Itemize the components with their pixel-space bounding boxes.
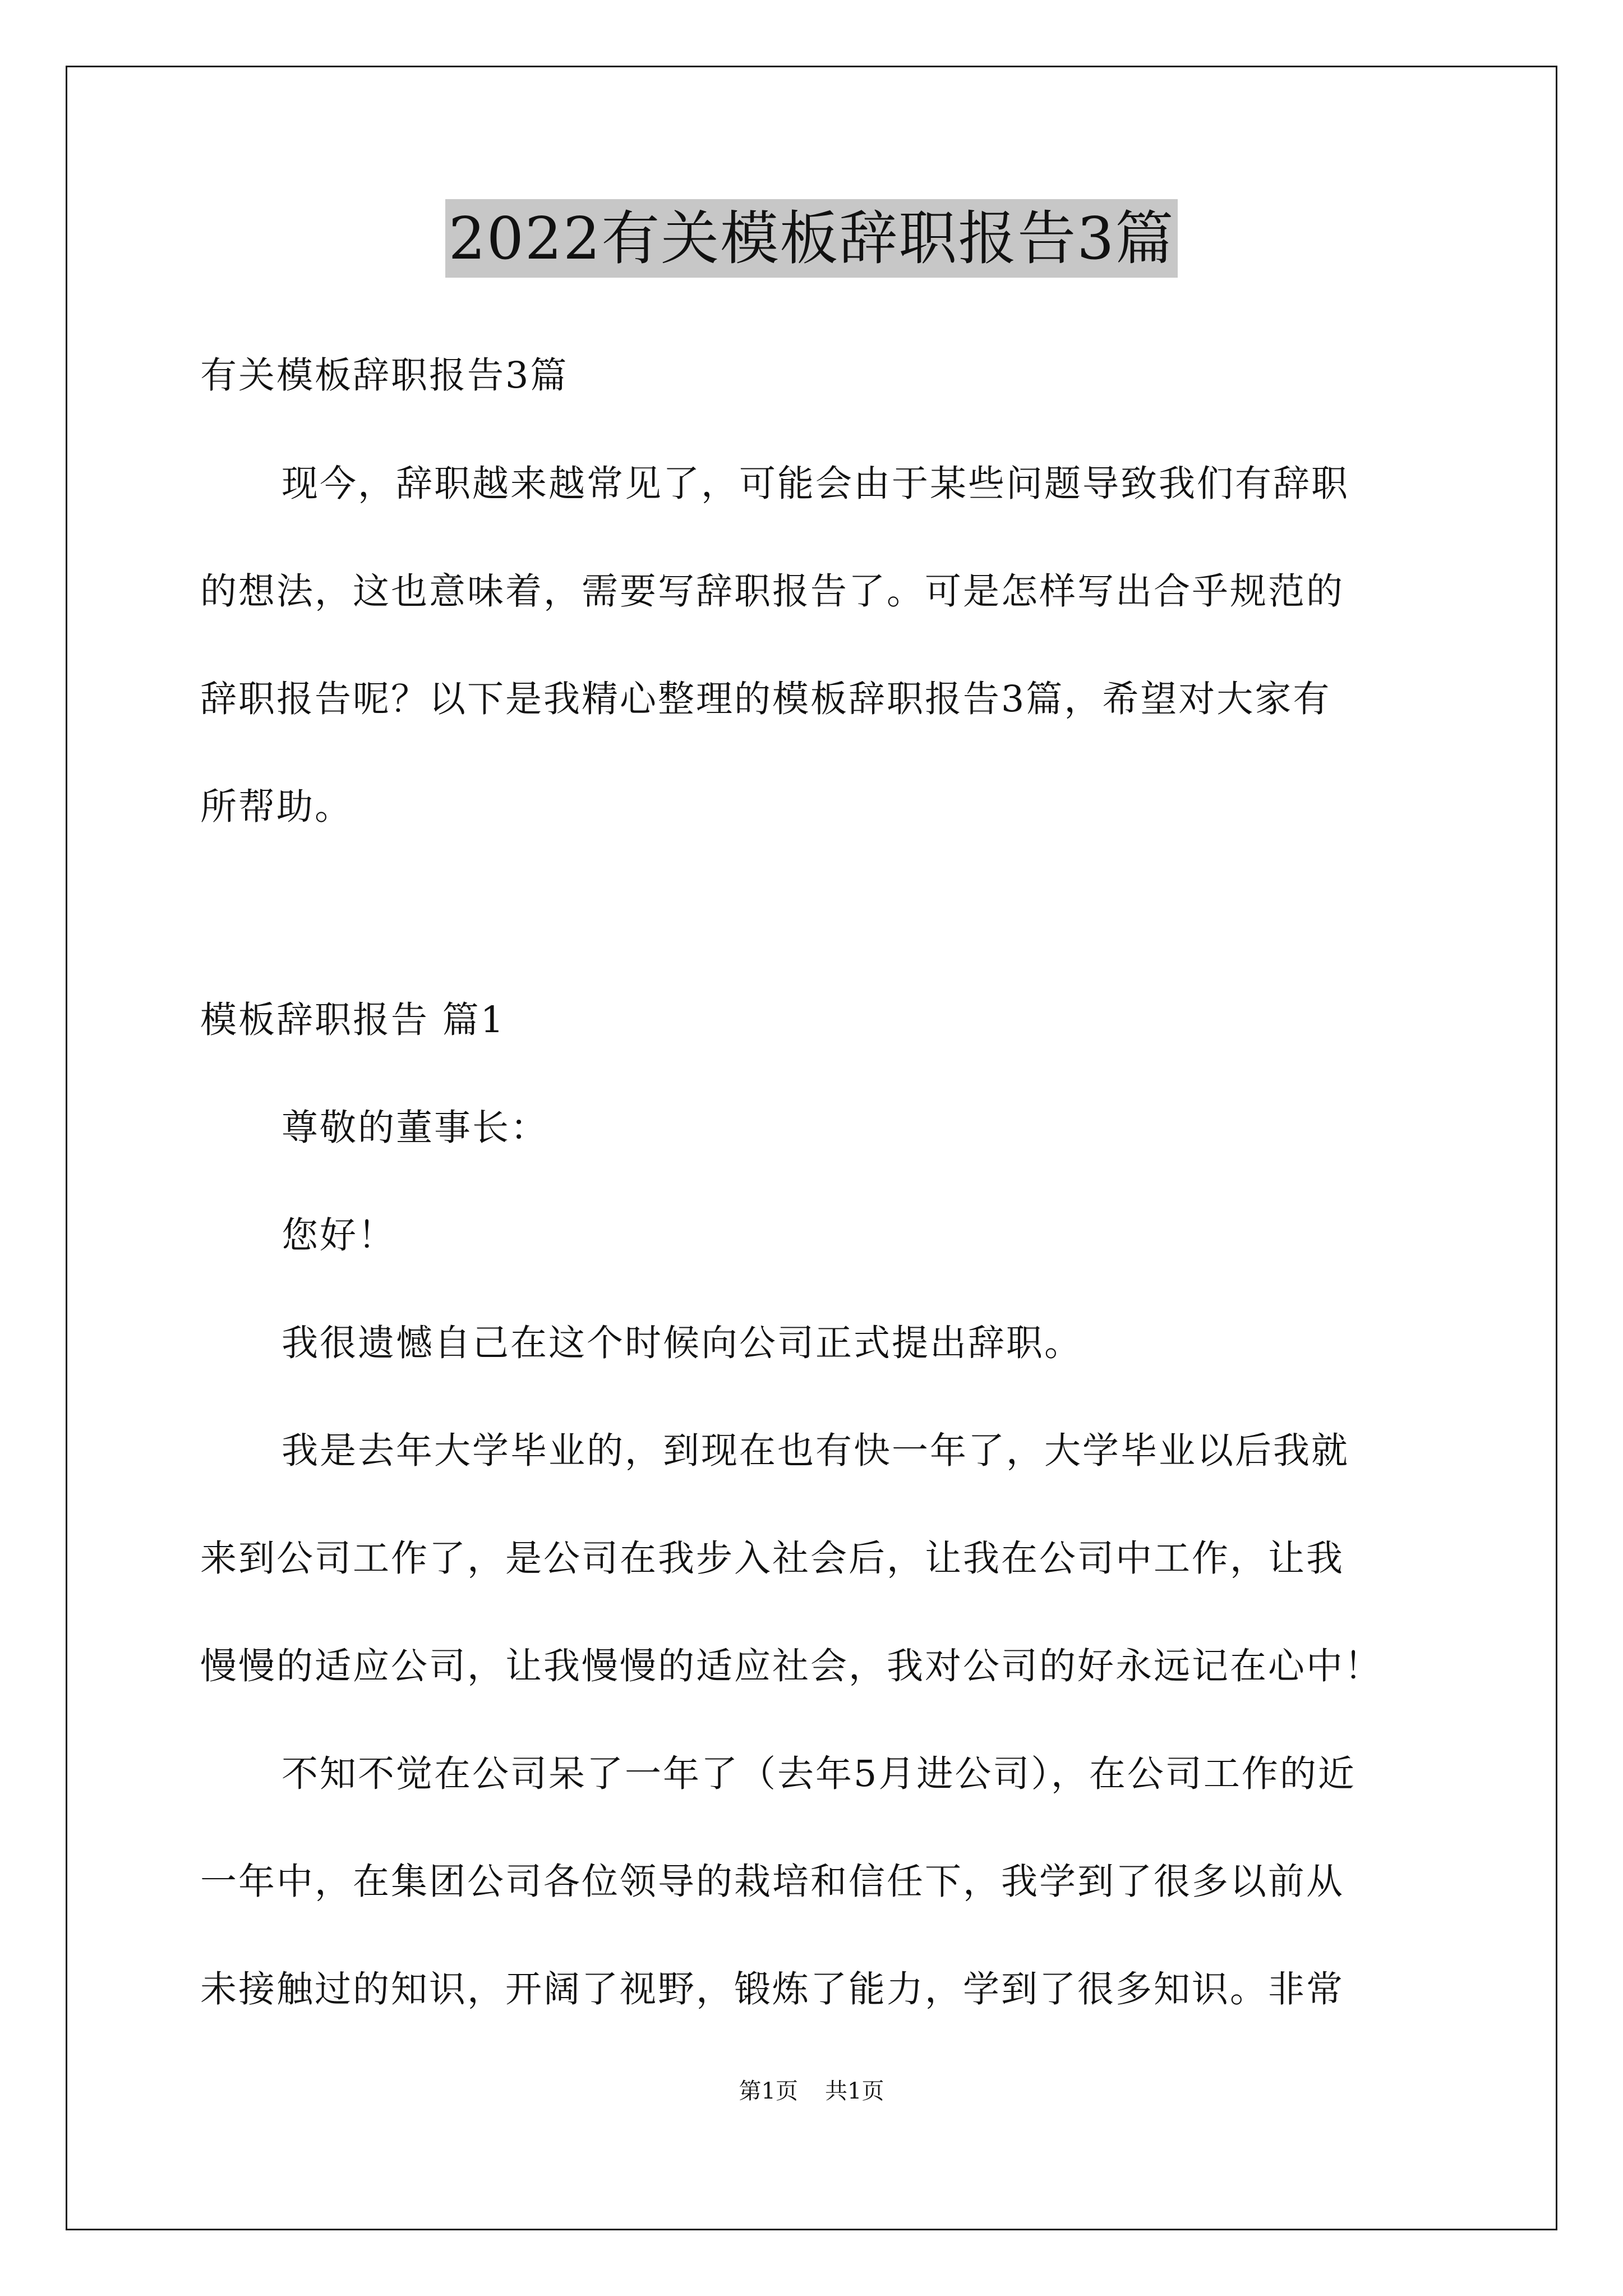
paragraph-3-line-1: 不知不觉在公司呆了一年了（去年5月进公司），在公司工作的近 <box>282 1753 1356 1795</box>
paragraph-2-line-2: 来到公司工作了，是公司在我步入社会后，让我在公司中工作，让我 <box>200 1538 1345 1580</box>
greeting: 您好！ <box>282 1214 396 1257</box>
paragraph-2-line-1: 我是去年大学毕业的，到现在也有快一年了，大学毕业以后我就 <box>282 1430 1350 1472</box>
salutation: 尊敬的董事长： <box>282 1107 549 1149</box>
page-number: 第1页 <box>739 2078 798 2104</box>
page-footer <box>0 2074 1623 2108</box>
title-block <box>0 199 1623 278</box>
intro-line-3: 辞职报告呢？以下是我精心整理的模板辞职报告3篇，希望对大家有 <box>200 678 1331 720</box>
document-title: 2022有关模板辞职报告3篇 <box>445 199 1178 278</box>
intro-line-2: 的想法，这也意味着，需要写辞职报告了。可是怎样写出合乎规范的 <box>200 570 1345 613</box>
paragraph-2-line-3: 慢慢的适应公司，让我慢慢的适应社会，我对公司的好永远记在心中！ <box>200 1645 1383 1687</box>
paragraph-3-line-2: 一年中，在集团公司各位领导的栽培和信任下，我学到了很多以前从 <box>200 1861 1345 1903</box>
document-subtitle: 有关模板辞职报告3篇 <box>200 355 569 397</box>
section-heading: 模板辞职报告 篇1 <box>200 999 506 1041</box>
intro-line-4: 所帮助。 <box>200 786 353 828</box>
paragraph-1: 我很遗憾自己在这个时候向公司正式提出辞职。 <box>282 1322 1083 1364</box>
page-total: 共1页 <box>825 2078 884 2104</box>
paragraph-3-line-3: 未接触过的知识，开阔了视野，锻炼了能力，学到了很多知识。非常 <box>200 1968 1345 2010</box>
intro-line-1: 现今，辞职越来越常见了，可能会由于某些问题导致我们有辞职 <box>282 463 1350 505</box>
